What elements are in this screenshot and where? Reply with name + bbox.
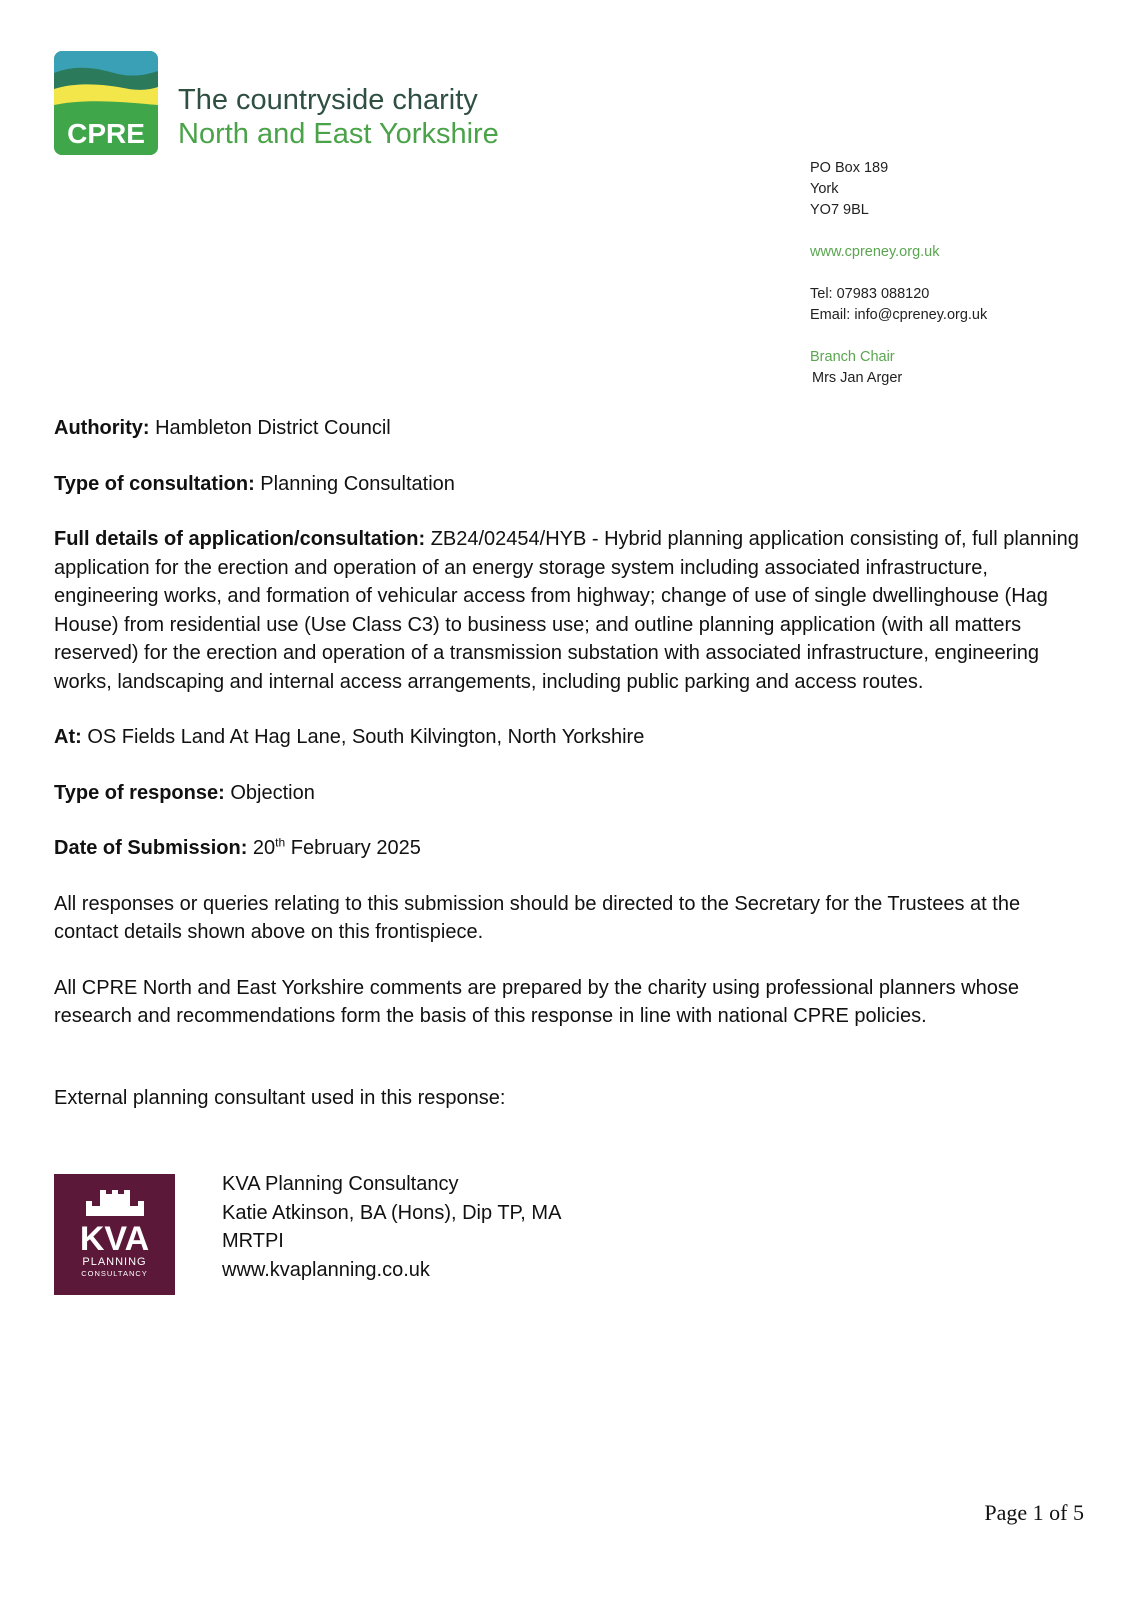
org-name — [178, 83, 499, 151]
external-consultant-heading: External planning consultant used in this response: — [54, 1086, 506, 1109]
cpre-logo-text: CPRE — [67, 118, 145, 149]
authority-line — [54, 414, 1084, 443]
kva-logo-text: KVA — [79, 1220, 150, 1258]
prepared-paragraph: All CPRE North and East Yorkshire comments are prepared by the charity using professional planners whose research and recommendations form the basis of this response in line with national CPRE policies. — [54, 976, 1019, 1027]
submission-date-day: 20 — [252, 837, 276, 859]
submission-date-suffix: th — [275, 835, 286, 850]
kva-logo — [54, 1174, 175, 1295]
queries-paragraph: All responses or queries relating to this submission should be directed to the Secretary for the Trustees at the contact details shown above on this frontispiece. — [54, 892, 1021, 943]
org-branch: North and East Yorkshire — [178, 118, 499, 150]
contact-address — [810, 158, 987, 389]
website-link[interactable]: www.cpreney.org.uk — [810, 244, 940, 260]
full-details-paragraph — [54, 525, 1084, 696]
email[interactable]: Email: info@cpreney.org.uk — [810, 307, 988, 323]
header-logo-block — [54, 51, 514, 155]
kva-logo-sub1: PLANNING — [82, 1256, 147, 1268]
consultant-details — [222, 1170, 561, 1284]
address-line-2: York — [810, 181, 839, 197]
consultation-type-value: Planning Consultation — [260, 472, 455, 495]
response-type-label: Type of response: — [54, 781, 225, 804]
site-location-value: OS Fields Land At Hag Lane, South Kilvington, North Yorkshire — [87, 726, 645, 748]
consultant-website[interactable]: www.kvaplanning.co.uk — [222, 1258, 430, 1281]
site-location-label: At: — [54, 726, 82, 748]
consultant-person: Katie Atkinson, BA (Hons), Dip TP, MA — [222, 1201, 562, 1224]
site-location-line — [54, 723, 1084, 752]
branch-chair-name: Mrs Jan Arger — [812, 370, 903, 386]
submission-date-label: Date of Submission: — [54, 837, 248, 859]
submission-date-line — [54, 834, 1084, 863]
authority-label: Authority: — [54, 417, 150, 439]
consultant-name: KVA Planning Consultancy — [222, 1173, 459, 1195]
consultation-type-line — [54, 470, 1084, 499]
address-line-1: PO Box 189 — [810, 160, 889, 176]
kva-logo-sub2: CONSULTANCY — [81, 1269, 148, 1278]
address-line-3: YO7 9BL — [810, 202, 869, 218]
authority-value: Hambleton District Council — [155, 417, 391, 439]
page-number: Page 1 of 5 — [984, 1500, 1084, 1525]
org-tagline: The countryside charity — [178, 84, 478, 116]
telephone: Tel: 07983 088120 — [810, 286, 930, 302]
branch-chair-label: Branch Chair — [810, 349, 895, 365]
response-type-value: Objection — [230, 781, 315, 804]
full-details-label: Full details of application/consultation: — [54, 528, 426, 550]
document-body — [54, 414, 1084, 1139]
response-type-line — [54, 779, 1084, 808]
cpre-logo — [54, 51, 158, 155]
consultant-qualification: MRTPI — [222, 1230, 284, 1252]
full-details-value: ZB24/02454/HYB - Hybrid planning application consisting of, full planning application for the erection and operation of an energy storage system including associated infrastructure, engineering works, and formation of vehicular access from highway; change of use of single dwellinghouse (Hag House) from residential use (Use Class C3) to business use; and outline planning application (with all matters reserved) for the erection and operation of a transmission substation with associated infrastructure, engineering works, landscaping and internal access arrangements, including public parking and access routes. — [54, 528, 1079, 693]
consultation-type-label: Type of consultation: — [54, 472, 255, 495]
submission-date-rest: February 2025 — [290, 837, 421, 859]
